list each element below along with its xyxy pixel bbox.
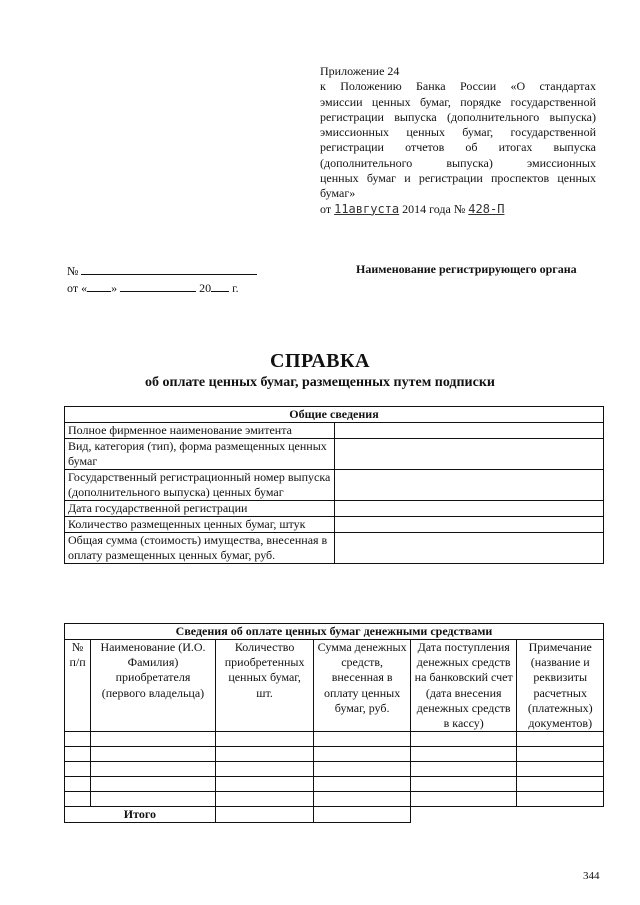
general-info-label: Полное фирменное наименование эмитента: [65, 423, 335, 439]
outgoing-date-line: [67, 279, 267, 296]
document-subtitle: об оплате ценных бумаг, размещенных путем подписки: [145, 375, 495, 390]
outgoing-number-block: [67, 262, 267, 296]
date-label-from: от «: [67, 281, 88, 295]
appendix-line-5: эмиссионных ценных бумаг, государственной: [320, 125, 596, 140]
general-info-table: [64, 406, 604, 564]
table-cell[interactable]: [314, 747, 411, 762]
appendix-line-6: регистрации отчетов об итогах выпуска: [320, 140, 596, 155]
table-cell[interactable]: [65, 762, 91, 777]
page-number: 344: [583, 870, 600, 882]
table-cell[interactable]: [517, 777, 604, 792]
registering-body-label: Наименование регистрирующего органа: [356, 262, 577, 276]
table-cell[interactable]: [314, 732, 411, 747]
table-cell[interactable]: [410, 777, 517, 792]
general-info-value[interactable]: [334, 517, 603, 533]
table-cell[interactable]: [65, 732, 91, 747]
table-cell[interactable]: [517, 732, 604, 747]
column-header: Наименование (И.О. Фамилия) приобретателя (первого владельца): [91, 640, 216, 732]
table-cell[interactable]: [91, 762, 216, 777]
table-cell[interactable]: [517, 792, 604, 807]
number-label: №: [67, 264, 79, 278]
table-cell[interactable]: [314, 792, 411, 807]
appendix-line-7: (дополнительного выпуска) эмиссионных: [320, 155, 596, 170]
column-header: Количество приобретенных ценных бумаг, шт.: [215, 640, 314, 732]
table-cell[interactable]: [91, 792, 216, 807]
general-info-label: Вид, категория (тип), форма размещенных ценных бумаг: [65, 439, 335, 470]
general-info-value[interactable]: [334, 501, 603, 517]
appendix-line-1: Приложение 24: [320, 64, 400, 78]
total-quantity-cell[interactable]: [215, 807, 314, 823]
blank-cell: [517, 807, 604, 823]
table-cell[interactable]: [410, 792, 517, 807]
table-cell[interactable]: [314, 762, 411, 777]
table-cell[interactable]: [314, 777, 411, 792]
table-cell[interactable]: [215, 792, 314, 807]
column-header: Дата поступления денежных средств на банковский счет (дата внесения денежных средств в кассу): [410, 640, 517, 732]
appendix-line-9: бумаг»: [320, 186, 356, 201]
year-prefix: 20: [199, 281, 212, 295]
year-suffix: г.: [232, 281, 239, 295]
general-info-label: Общая сумма (стоимость) имущества, внесенная в оплату размещенных ценных бумаг, руб.: [65, 533, 335, 564]
total-sum-cell[interactable]: [314, 807, 411, 823]
table-cell[interactable]: [215, 762, 314, 777]
general-info-label: Государственный регистрационный номер выпуска (дополнительного выпуска) ценных бумаг: [65, 470, 335, 501]
table-row: [65, 762, 604, 777]
day-field[interactable]: [87, 279, 111, 292]
table-cell[interactable]: [410, 732, 517, 747]
table-cell[interactable]: [215, 777, 314, 792]
date-label-close: »: [111, 281, 118, 295]
appendix-header: [320, 64, 596, 217]
table-cell[interactable]: [91, 747, 216, 762]
general-info-value[interactable]: [334, 470, 603, 501]
blank-cell: [410, 807, 517, 823]
general-info-label: Дата государственной регистрации: [65, 501, 335, 517]
total-row: [65, 807, 604, 823]
outgoing-number-line: [67, 262, 267, 279]
table-cell[interactable]: [65, 792, 91, 807]
table-cell[interactable]: [65, 777, 91, 792]
year-field[interactable]: [211, 279, 229, 292]
general-info-header: Общие сведения: [65, 407, 604, 423]
table-cell[interactable]: [517, 747, 604, 762]
appendix-date-handwritten: 11августа: [334, 201, 400, 216]
general-info-value[interactable]: [334, 533, 603, 564]
appendix-date-mid: 2014 года №: [402, 201, 466, 216]
appendix-line-3: эмиссии ценных бумаг, порядке государственной: [320, 94, 596, 109]
payment-info-header: Сведения об оплате ценных бумаг денежными средствами: [65, 624, 604, 640]
general-info-label: Количество размещенных ценных бумаг, штук: [65, 517, 335, 533]
appendix-number-handwritten: 428-П: [468, 201, 505, 216]
total-label: Итого: [65, 807, 216, 823]
month-field[interactable]: [120, 279, 196, 292]
appendix-line-4: регистрации выпуска (дополнительного выпуска): [320, 109, 596, 124]
table-cell[interactable]: [91, 732, 216, 747]
table-row: [65, 792, 604, 807]
appendix-date-line: [320, 202, 596, 217]
document-title: СПРАВКА: [270, 350, 370, 372]
table-row: [65, 732, 604, 747]
table-cell[interactable]: [410, 762, 517, 777]
table-cell[interactable]: [215, 732, 314, 747]
table-cell[interactable]: [517, 762, 604, 777]
appendix-line-8: ценных бумаг и регистрации проспектов ценных: [320, 171, 596, 186]
appendix-line-2: к Положению Банка России «О стандартах: [320, 79, 596, 94]
table-cell[interactable]: [215, 747, 314, 762]
table-row: [65, 747, 604, 762]
table-cell[interactable]: [65, 747, 91, 762]
payment-info-table: [64, 623, 604, 823]
column-header: № п/п: [65, 640, 91, 732]
general-info-value[interactable]: [334, 439, 603, 470]
appendix-date-prefix: от: [320, 201, 332, 216]
column-header: Примечание (название и реквизиты расчетных (платежных) документов): [517, 640, 604, 732]
table-cell[interactable]: [91, 777, 216, 792]
table-row: [65, 777, 604, 792]
table-cell[interactable]: [410, 747, 517, 762]
number-field[interactable]: [81, 262, 257, 275]
general-info-value[interactable]: [334, 423, 603, 439]
column-header: Сумма денежных средств, внесенная в оплату ценных бумаг, руб.: [314, 640, 411, 732]
